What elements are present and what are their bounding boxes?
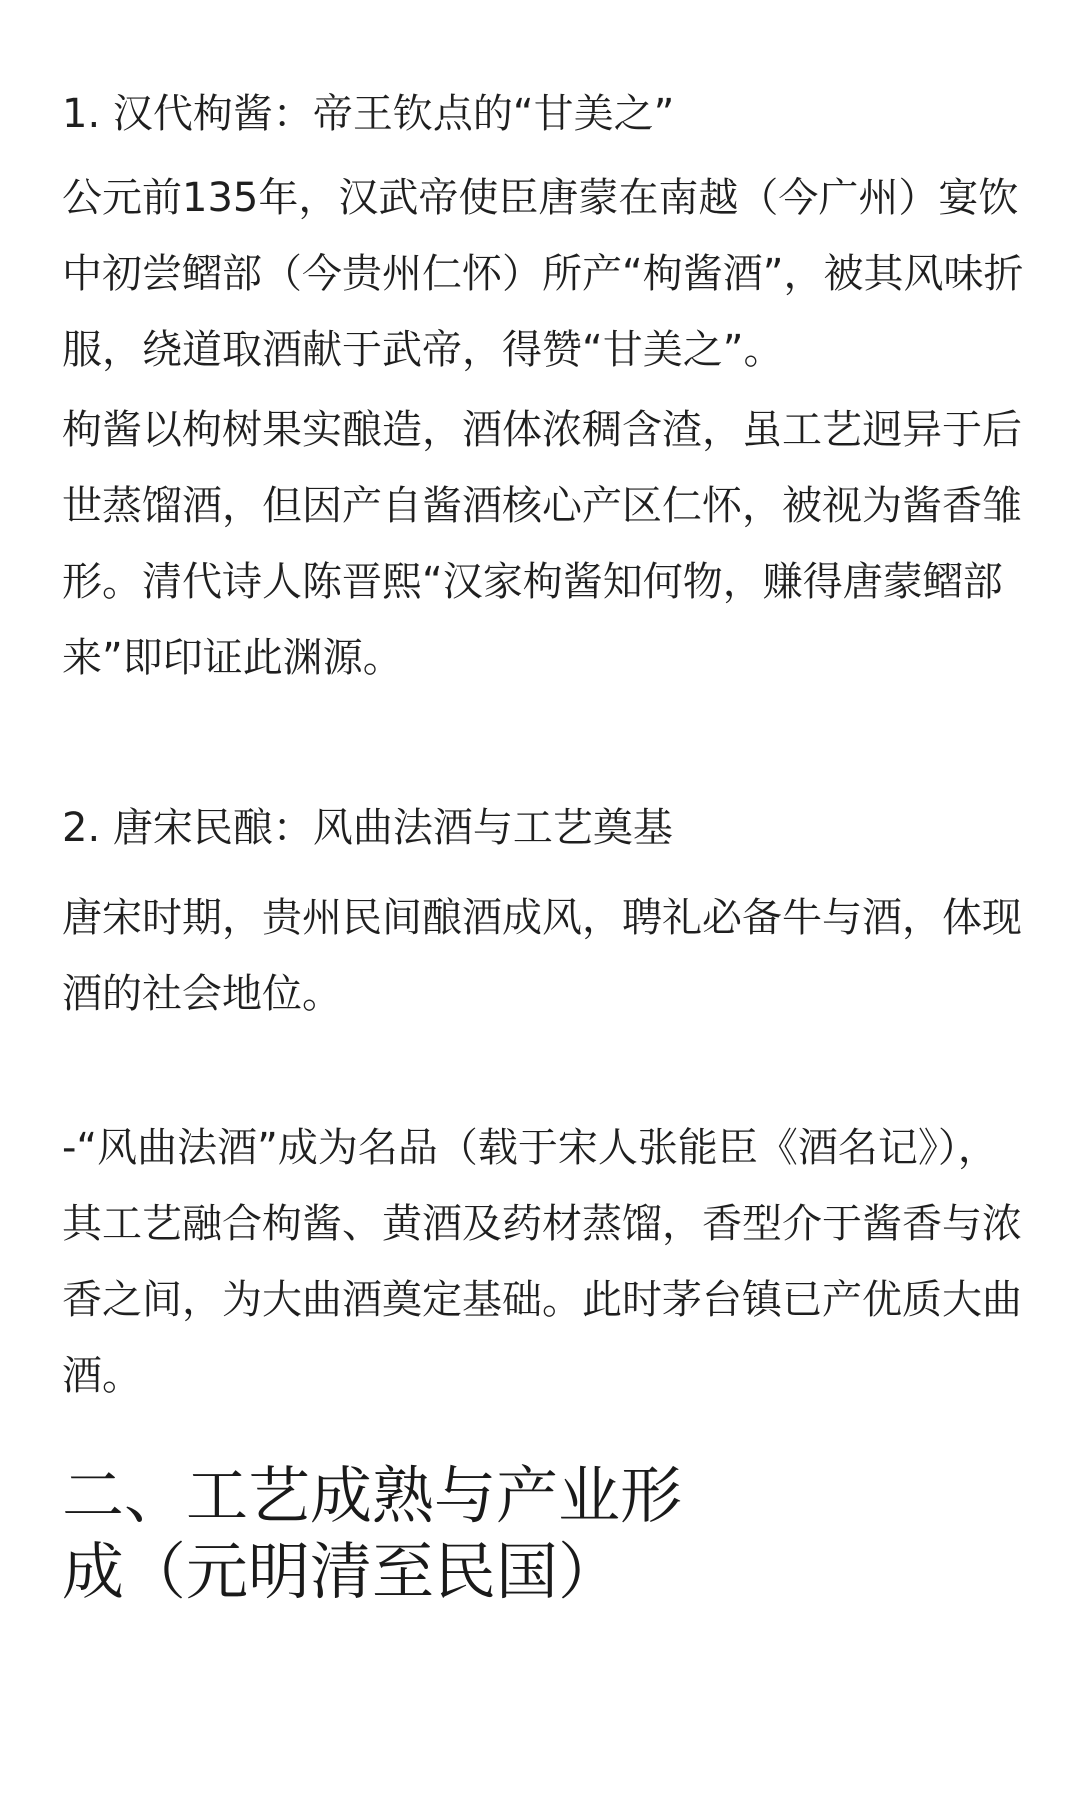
section2-paragraph-1: 唐宋时期，贵州民间酿酒成风，聘礼必备牛与酒，体现酒的社会地位。 bbox=[62, 895, 1022, 1017]
section1-paragraph-1: 公元前135年，汉武帝使臣唐蒙在南越（今广州）宴饮中初尝鳛部（今贵州仁怀）所产“枸酱酒”，被其风味折服，绕道取酒献于武帝，得赞“甘美之”。 bbox=[62, 175, 1024, 373]
section1-title: 1. 汉代枸酱：帝王钦点的“甘美之” bbox=[62, 91, 675, 137]
section1-paragraph-2: 枸酱以枸树果实酿造，酒体浓稠含渣，虽工艺迥异于后世蒸馏酒，但因产自酱酒核心产区仁怀，被视为酱香雏形。清代诗人陈晋熙“汉家枸酱知何物，赚得唐蒙鳛部来”即印证此渊源。 bbox=[62, 407, 1022, 681]
chapter2-heading: 二、工艺成熟与产业形成（元明清至民国） bbox=[62, 1459, 683, 1608]
section2-paragraph-2: -“风曲法酒”成为名品（载于宋人张能臣《酒名记》），其工艺融合枸酱、黄酒及药材蒸馏，香型介于酱香与浓香之间，为大曲酒奠定基础。此时茅台镇已产优质大曲酒。 bbox=[62, 1125, 1022, 1399]
section2-title: 2. 唐宋民酿：风曲法酒与工艺奠基 bbox=[62, 805, 673, 851]
